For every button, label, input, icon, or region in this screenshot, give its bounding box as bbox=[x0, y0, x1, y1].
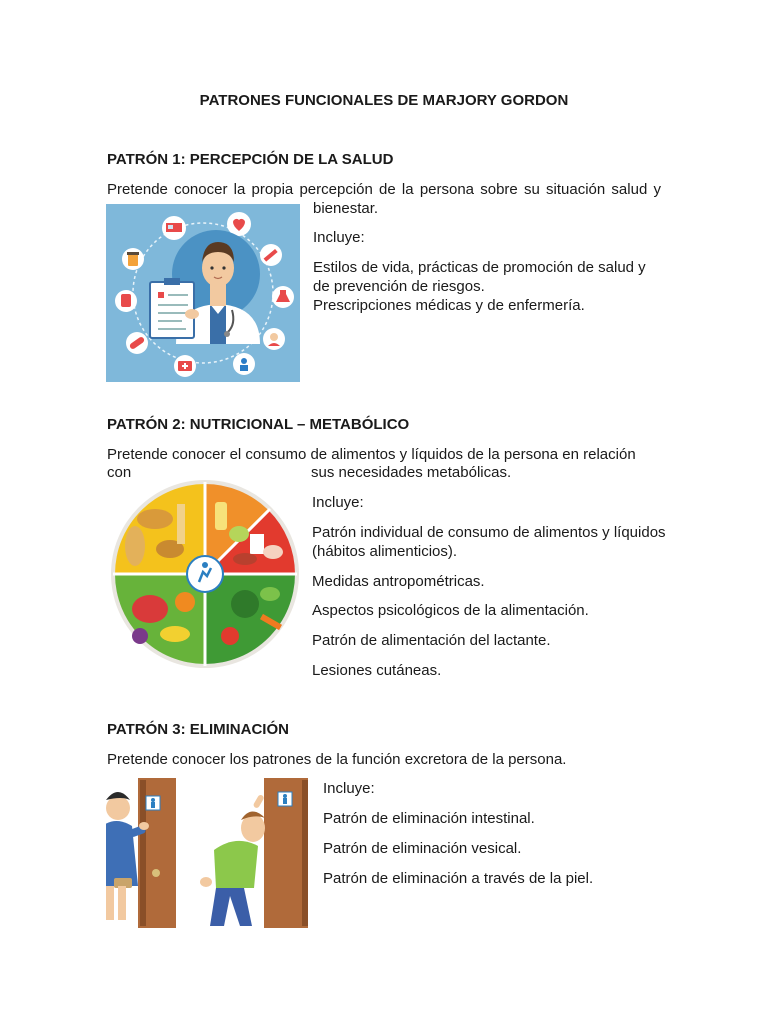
restroom-queue-illustration bbox=[106, 778, 312, 928]
pill-bottle-icon bbox=[122, 248, 144, 270]
doctor-health-illustration bbox=[106, 204, 300, 382]
first-aid-kit-icon bbox=[174, 355, 196, 377]
pattern1-item1-continuation: de prevención de riesgos. bbox=[313, 278, 485, 295]
pattern3-item3: Patrón de eliminación a través de la piel. bbox=[323, 870, 594, 887]
food-wheel-illustration bbox=[110, 466, 300, 676]
pattern3-includes-label: Incluye: bbox=[323, 780, 375, 797]
right-door bbox=[264, 778, 308, 928]
pattern2-item2: Medidas antropométricas. bbox=[312, 573, 485, 590]
pattern2-item1: Patrón individual de consumo de alimentos y líquidos bbox=[312, 524, 666, 541]
pattern3-intro: Pretende conocer los patrones de la función excretora de la persona. bbox=[107, 751, 567, 768]
ambulance-icon bbox=[162, 216, 186, 240]
pattern2-item3: Aspectos psicológicos de la alimentación. bbox=[312, 602, 589, 619]
pattern2-item4: Patrón de alimentación del lactante. bbox=[312, 632, 551, 649]
patient-icon bbox=[233, 353, 255, 375]
pattern2-heading: PATRÓN 2: NUTRICIONAL – METABÓLICO bbox=[107, 416, 410, 433]
pattern2-intro-continuation: sus necesidades metabólicas. bbox=[311, 464, 512, 481]
pattern2-intro: Pretende conocer el consumo de alimentos y líquidos de la persona en relación con bbox=[107, 446, 636, 481]
pattern1-intro-continuation: bienestar. bbox=[313, 200, 379, 217]
pattern1-heading: PATRÓN 1: PERCEPCIÓN DE LA SALUD bbox=[107, 151, 394, 168]
document-title: PATRONES FUNCIONALES DE MARJORY GORDON bbox=[199, 92, 569, 109]
pattern2-item1-continuation: (hábitos alimenticios). bbox=[312, 543, 458, 560]
heart-icon bbox=[227, 212, 251, 236]
flask-icon bbox=[272, 286, 294, 308]
blood-bag-icon bbox=[115, 290, 137, 312]
pattern1-item2: Prescripciones médicas y de enfermería. bbox=[313, 297, 585, 314]
nurse-icon bbox=[263, 328, 285, 350]
pattern1-includes-label: Incluye: bbox=[313, 229, 365, 246]
syringe-icon bbox=[260, 244, 282, 266]
pills-icon bbox=[126, 332, 148, 354]
pattern1-item1: Estilos de vida, prácticas de promoción de salud y bbox=[313, 259, 646, 276]
pattern3-item1: Patrón de eliminación intestinal. bbox=[323, 810, 535, 827]
pattern2-includes-label: Incluye: bbox=[312, 494, 364, 511]
pattern3-heading: PATRÓN 3: ELIMINACIÓN bbox=[107, 721, 289, 738]
left-door bbox=[138, 778, 176, 928]
pattern3-item2: Patrón de eliminación vesical. bbox=[323, 840, 522, 857]
pattern2-item5: Lesiones cutáneas. bbox=[312, 662, 442, 679]
pattern1-intro: Pretende conocer la propia percepción de la persona sobre su situación salud y bbox=[107, 181, 661, 198]
